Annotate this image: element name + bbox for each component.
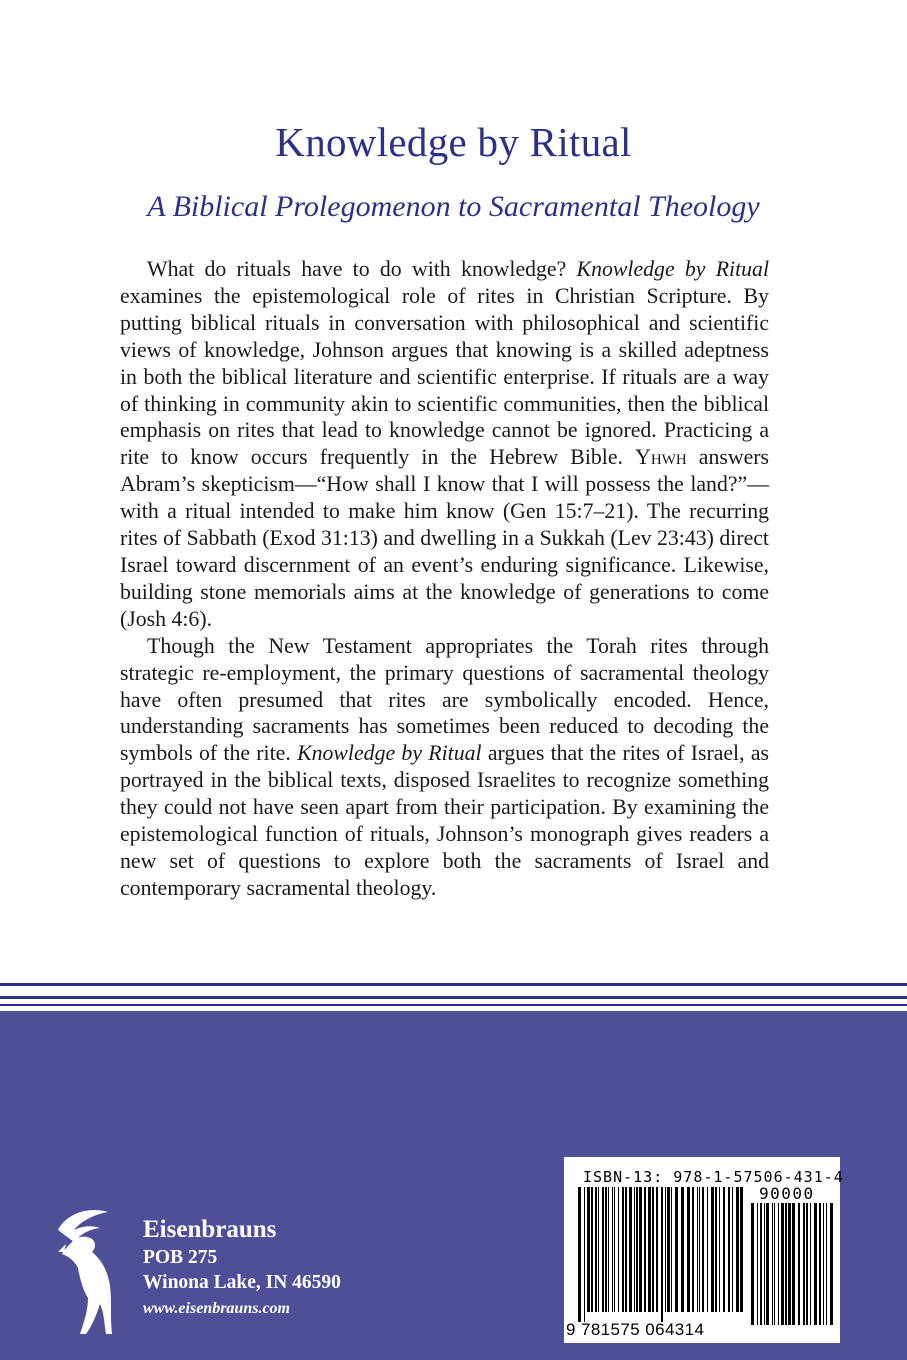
- barcode-bar: [732, 1187, 733, 1312]
- barcode-bar: [764, 1203, 765, 1325]
- barcode-bar: [652, 1187, 654, 1312]
- barcode-bar: [806, 1203, 808, 1325]
- barcode-bar: [697, 1187, 698, 1312]
- divider-rule-top: [0, 983, 907, 986]
- barcode-bar: [625, 1187, 627, 1312]
- barcode-bar: [814, 1203, 817, 1325]
- barcode-bar: [774, 1203, 775, 1325]
- barcode-bar: [661, 1187, 663, 1322]
- barcode-bar: [810, 1203, 811, 1325]
- barcode-bar: [792, 1203, 795, 1325]
- divider-rule-bottom: [0, 1004, 907, 1006]
- barcode-bar: [681, 1187, 684, 1312]
- barcode-bar: [751, 1203, 754, 1325]
- barcode-bar: [605, 1187, 607, 1312]
- barcode-bar: [699, 1187, 700, 1312]
- publisher-address-line1: POB 275: [143, 1247, 218, 1268]
- barcode-bar: [830, 1203, 833, 1325]
- barcode-bar: [760, 1203, 762, 1325]
- divine-name: Yhwh: [635, 445, 687, 470]
- barcode-bar: [687, 1187, 690, 1312]
- barcode-bar: [618, 1187, 619, 1312]
- barcode-bar: [587, 1187, 590, 1312]
- ean-digits: 9 781575 064314: [566, 1320, 705, 1339]
- publisher-website[interactable]: www.eisenbrauns.com: [143, 1300, 290, 1317]
- barcode-bar: [578, 1187, 581, 1322]
- isbn-label: ISBN-13: 978-1-57506-431-4: [583, 1168, 844, 1186]
- barcode-bar: [803, 1203, 805, 1325]
- barcode-bar: [629, 1187, 632, 1312]
- back-cover-blurb: [120, 256, 769, 902]
- blurb-text: answers Abram’s skepticism—“How shall I know that I will possess the land?”—with a ritual intended to make him know (Gen 15:7–21). The recurring rites of Sabbath (Exod 31:13) and dwelling in a Sukkah (Lev 23:43) direct Israel toward discernment of an event’s enduring significance. Likewise, building stone memorials aims at the knowledge of generations to come (Josh 4:6).: [120, 445, 769, 631]
- barcode-bar: [692, 1187, 694, 1312]
- barcode-bar: [819, 1203, 821, 1325]
- blurb-paragraph-1: [120, 256, 769, 633]
- book-subtitle: A Biblical Prolegomenon to Sacramental Theology: [147, 190, 760, 223]
- barcode-bar: [622, 1187, 624, 1312]
- blurb-text: Though the New Testament appropriates the Torah rites through strategic re-employment, the primary questions of sacramental theology have often presumed that rites are symbolically encoded. Hence, understanding sacraments has sometimes been reduced to decoding the symbols of the rite.: [120, 633, 769, 766]
- publisher-address-line2: Winona Lake, IN 46590: [143, 1272, 341, 1293]
- book-title: Knowledge by Ritual: [275, 119, 632, 165]
- publisher-info: [143, 1215, 341, 1321]
- barcode-bar: [785, 1203, 787, 1325]
- barcode-bar: [740, 1187, 743, 1312]
- barcode-bar: [614, 1187, 615, 1312]
- barcode-bar: [788, 1203, 791, 1325]
- barcode-bar: [728, 1187, 730, 1312]
- barcode-bar: [671, 1187, 672, 1312]
- barcode-bar: [608, 1187, 609, 1312]
- barcode-bar: [595, 1187, 597, 1312]
- publisher-name: Eisenbrauns: [143, 1216, 277, 1243]
- blurb-text: argues that the rites of Israel, as portrayed in the biblical texts, disposed Israelites to recognize something they could not have seen apart from their participation. By examining the epistemological function of rituals, Johnson’s monograph gives readers a new set of questions to explore both the sacraments of Israel and contemporary sacramental theology.: [120, 741, 769, 900]
- barcode-bar: [612, 1187, 613, 1312]
- barcode-bar: [602, 1187, 604, 1312]
- barcode-bar: [598, 1187, 599, 1312]
- barcode-bar: [636, 1187, 638, 1312]
- barcode-bar: [644, 1187, 646, 1312]
- blurb-book-title: Knowledge by Ritual: [576, 257, 769, 281]
- barcode-bar: [798, 1203, 800, 1325]
- blurb-text: examines the epistemological role of rites in Christian Scripture. By putting biblical rituals in conversation with philosophical and scientific views of knowledge, Johnson argues that knowing is a skilled adeptness in both the biblical literature and scientific enterprise. If rituals are a way of thinking in community akin to scientific communities, then the biblical emphasis on rites that lead to knowledge cannot be ignored. Practicing a rite to know occurs frequently in the Hebrew Bible.: [120, 283, 769, 470]
- barcode-bar: [675, 1187, 678, 1312]
- barcode-bar: [823, 1203, 824, 1325]
- barcode-bar: [778, 1203, 779, 1325]
- barcode-bar: [667, 1187, 670, 1312]
- barcode-bar: [634, 1187, 635, 1312]
- ean-barcode: [578, 1187, 744, 1322]
- barcode-bar: [723, 1187, 725, 1312]
- barcode-bar: [736, 1187, 739, 1312]
- blurb-book-title: Knowledge by Ritual: [297, 741, 482, 766]
- barcode-bar: [766, 1203, 769, 1325]
- addon-barcode: [751, 1203, 833, 1335]
- barcode-bar: [781, 1203, 784, 1325]
- barcode-bar: [591, 1187, 593, 1312]
- price-code: 90000: [759, 1184, 815, 1203]
- barcode-bar: [656, 1187, 658, 1312]
- barcode-bar: [711, 1187, 714, 1312]
- barcode-bar: [584, 1187, 585, 1322]
- blurb-paragraph-2: [120, 633, 769, 902]
- barcode-bar: [719, 1187, 720, 1312]
- barcode-bar: [826, 1203, 827, 1325]
- barcode-bar: [702, 1187, 704, 1312]
- barcode-bar: [665, 1187, 666, 1312]
- barcode-bar: [707, 1187, 708, 1312]
- barcode-bar: [639, 1187, 642, 1312]
- blurb-text: What do rituals have to do with knowledge?: [147, 257, 577, 281]
- divider-rule-middle: [0, 996, 907, 999]
- ibex-icon: [52, 1208, 134, 1338]
- barcode-bar: [757, 1203, 758, 1325]
- barcode-bar: [715, 1187, 717, 1312]
- barcode-bar: [772, 1203, 773, 1325]
- barcode-bar: [648, 1187, 651, 1312]
